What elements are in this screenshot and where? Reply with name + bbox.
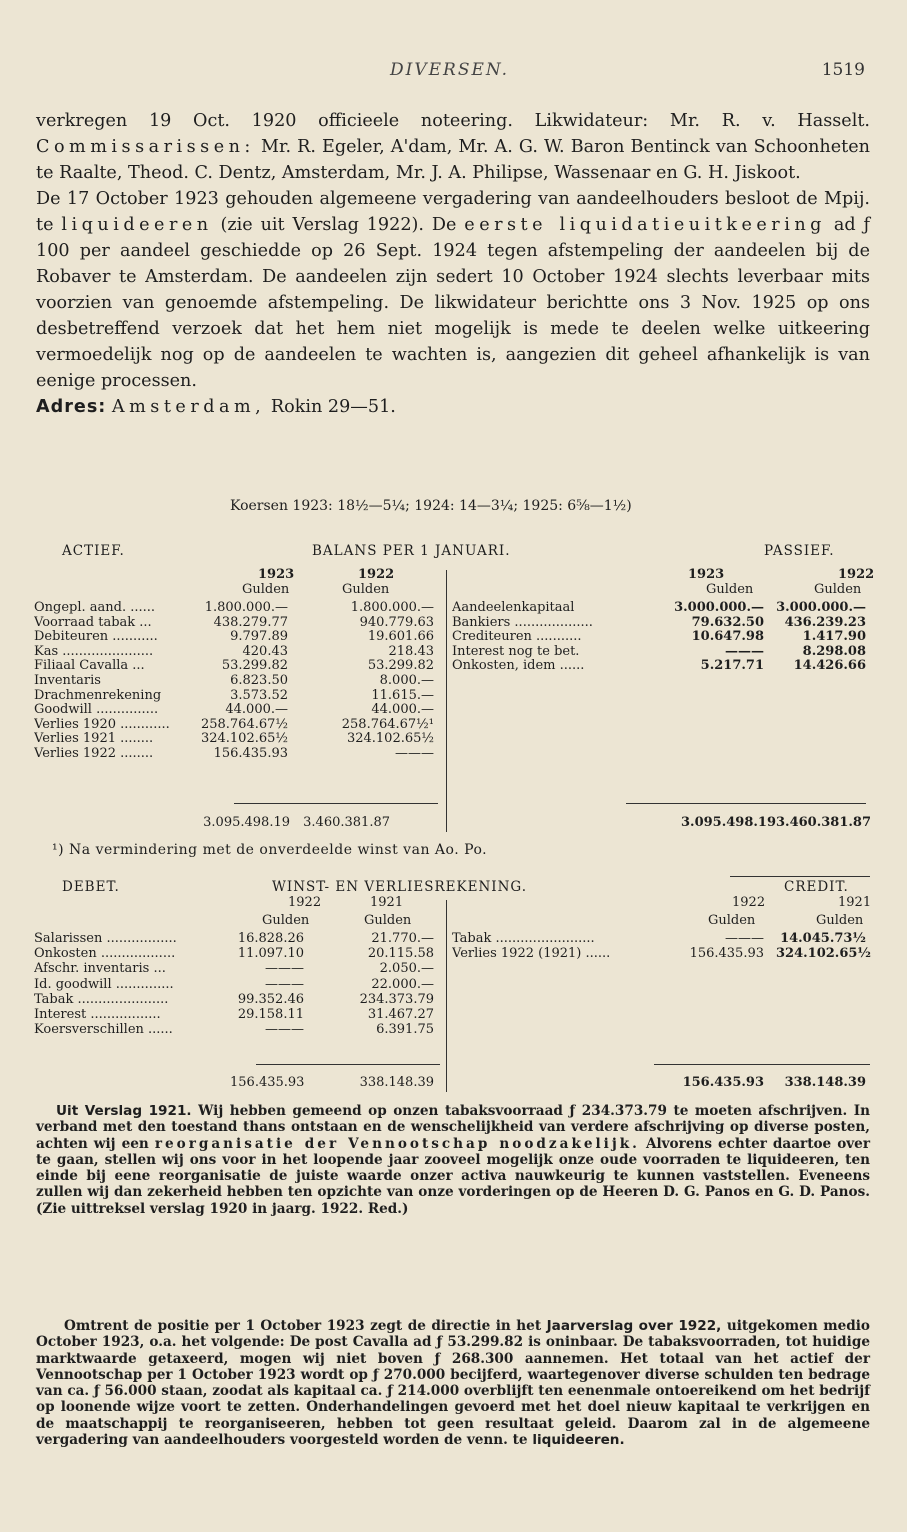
text-span: verkregen 19 Oct. 1920 officieele noteering. Likwidateur: Mr. R. v. Hasselt. [36,111,870,131]
debet-row-1922: ——— [265,961,304,977]
page-header [0,60,907,86]
debet-total-1922: 156.435.93 [230,1075,305,1090]
col-unit: Gulden [364,913,412,928]
debet-row-label: Afschr. inventaris ... [34,962,166,977]
actief-row-1922: 53.299.82 [367,658,434,674]
passief-row-1923: 3.000.000.— [674,600,764,615]
passief-row-1923: 79.632.50 [691,614,764,630]
credit-row-1921: 14.045.73½ [780,931,866,946]
col-year-1923: 1923 [258,567,295,582]
debet-row-label: Interest ................. [34,1008,161,1022]
column-divider [446,900,447,1092]
actief-row-label: Verlies 1922 ........ [34,747,154,761]
passief-row-label: Interest nog te bet. [452,644,580,659]
passief-row-label: Crediteuren ........... [452,630,582,645]
liquideeren-end: liquideeren. [532,1432,625,1449]
passief-row-1923: 5.217.71 [700,658,764,674]
column-divider [446,570,447,832]
debet-row-label: Tabak ...................... [34,992,169,1007]
actief-row-1923: 53.299.82 [221,658,288,674]
actief-row-1923: 258.764.67½ [200,716,288,732]
reorganisatie-spaced: reorganisatie der Vennootschap noodzakelijk. [154,1135,640,1152]
total-rule [626,803,866,804]
debet-row-1922: 16.828.26 [237,931,304,946]
text-span: Omtrent de positie per 1 October 1923 zegt de directie in het [64,1318,547,1334]
actief-row-1923: 6.823.50 [230,673,288,688]
debet-row-label: Onkosten .................. [34,947,176,962]
adres-label: Adres: [36,397,107,417]
total-rule [256,1064,440,1065]
col-year-1922-c: 1922 [732,895,766,910]
col-unit: Gulden [816,913,864,928]
text-span: Mr. R. Egeler, A'dam, Mr. A. G. W. Baron Bentinck van Schoonheten te Raalte, Theod. C. Dentz, Amsterdam, Mr. J. A. Philipse, Wassenaar en G. H. Jiskoot. [36,137,870,183]
debet-total-1921: 338.148.39 [359,1075,434,1090]
actief-total-1923: 3.095.498.19 [203,815,290,830]
col-unit: Gulden [706,582,754,597]
actief-row-label: Voorraad tabak ... [34,615,152,630]
passief-row-1923: 10.647.98 [691,629,764,645]
debet-row-1921: 20.115.58 [367,946,434,962]
debet-row-1922: 99.352.46 [237,991,304,1007]
text-span: De 17 October 1923 gehouden algemeene vergadering van aandeelhouders besloot de Mpij. te [36,189,870,235]
debet-row-1921: 22.000.— [371,976,434,992]
passief-row-1922: 14.426.66 [793,658,866,674]
actief-row-label: Verlies 1921 ........ [34,732,154,747]
credit-row-1922: 156.435.93 [689,946,764,962]
passief-row-1922: 8.298.08 [802,643,866,659]
col-unit: Gulden [262,913,310,928]
actief-row-1922: 258.764.67½¹ [341,716,434,732]
actief-row-1922: 1.800.000.— [350,600,434,615]
eerste-uitkeering-spaced: eerste liquidatieuitkeering [464,215,826,235]
text-span: (zie uit Verslag 1922). De [212,215,465,235]
col-year-1921: 1921 [370,895,404,910]
debet-row-label: Koersverschillen ...... [34,1023,173,1038]
col-year-1922: 1922 [288,895,322,910]
actief-row-label: Filiaal Cavalla ... [34,659,145,674]
col-year-1922-p: 1922 [838,567,875,582]
credit-total-1921: 338.148.39 [784,1075,866,1090]
text-span: Wij hebben gemeend op onzen tabaksvoorraad ƒ 234.373.79 te moeten afschrijven. In verband met den toestand thans ontstaan en de wenschelijkheid van verdere afschrijving op diverse posten, achten wij een [36,1103,870,1152]
debet-title: DEBET. [62,879,120,895]
debet-row-1921: 31.467.27 [367,1007,434,1022]
paragraph-likwidateur [36,108,870,186]
credit-row-1921: 324.102.65½ [776,946,871,962]
koersen-line: Koersen 1923: 18½—5¼; 1924: 14—3¼; 1925: 6⅝—1½) [230,498,632,514]
text-span: uitgekomen medio October 1923, o.a. het volgende: De post Cavalla ad ƒ 53.299.82 is oninbaar. De tabaksvoorraden, tot huidige marktwaarde getaxeerd, mogen wij niet boven ƒ 268.300 aannemen. Het totaal van het actief der Vennootschap per 1 October 1923 wordt op ƒ 270.000 becijferd, waartegenover diverse schulden ten bedrage van ca. ƒ 56.000 staan, zoodat als kapitaal ca. ƒ 214.000 overblijft ten eenenmale ontoereikend om het bedrijf op loonende wijze voort te zetten. Onderhandelingen gevoerd met het doel nieuw kapitaal te verkrijgen en de maatschappij te reorganiseeren, hebben tot geen resultaat geleid. Daarom zal in de algemeene vergadering van aandeelhouders voorgesteld worden de venn. te [36,1318,870,1449]
debet-row-1921: 6.391.75 [376,1022,434,1038]
total-rule [654,1064,870,1065]
actief-row-label: Inventaris [34,674,101,688]
jaarverslag-label: Jaarverslag over 1922, [546,1318,722,1334]
credit-row-label: Tabak ........................ [452,932,595,946]
actief-row-1923: 324.102.65½ [200,731,288,747]
col-unit: Gulden [708,913,756,928]
credit-row-1922: ——— [725,931,764,946]
actief-row-1922: 218.43 [388,643,434,659]
debet-row-1922: 11.097.10 [237,946,304,962]
debet-row-1922: ——— [265,976,304,992]
actief-total-1922: 3.460.381.87 [303,815,390,830]
report-1921-paragraph [36,1103,870,1217]
actief-row-1922: 940.779.63 [359,614,434,630]
text-span: ad ƒ 100 per aandeel geschiedde op 26 Sept. 1924 tegen afstempeling der aandeelen bij de Robaver te Amsterdam. De aandeelen zijn sedert 10 October 1924 slechts leverbaar mits voorzien van genoemde afstempeling. De likwidateur berichtte ons 3 Nov. 1925 op ons desbetreffend verzoek dat het hem niet mogelijk is mede te deelen welke uitkeering vermoedelijk nog op de aandeelen te wachten is, aangezien dit geheel afhankelijk is van eenige processen. [36,215,871,391]
winst-title: WINST- EN VERLIESREKENING. [272,879,528,895]
debet-row-1921: 21.770.— [371,931,434,946]
text-span: Alvorens echter daartoe over te gaan, stellen wij ons voor in het loopende jaar zooveel mogelijk onze oude voorraden te liquideeren, ten einde bij eene reorganisatie de juiste waarde onzer activa nauwkeurig te kunnen vaststellen. Eveneens zullen wij dan zekerheid hebben ten opzichte van onze vorderingen op de Heeren D. G. Panos en G. D. Panos. (Zie uittreksel verslag 1920 in jaarg. 1922. Red.) [36,1135,870,1217]
actief-row-1922: 324.102.65½ [346,731,434,747]
actief-row-label: Drachmenrekening [34,688,162,703]
body-text [36,108,870,420]
adres-city: Amsterdam, [111,397,266,417]
actief-row-1922: 8.000.— [379,673,434,688]
balans-title: BALANS PER 1 JANUARI. [312,543,511,559]
col-unit: Gulden [814,582,862,597]
debet-row-1922: 29.158.11 [237,1007,304,1022]
passief-row-label: Onkosten, idem ...... [452,659,585,674]
passief-total-1922: 3.460.381.87 [776,815,871,830]
total-rule [234,803,438,804]
actief-row-1922: 44.000.— [371,702,434,718]
actief-row-1923: 1.800.000.— [204,600,288,615]
actief-row-1923: 156.435.93 [213,746,288,761]
actief-row-1923: 9.797.89 [230,629,288,645]
debet-row-1922: ——— [265,1022,304,1038]
passief-title: PASSIEF. [764,543,835,559]
passief-row-1923: ——— [725,643,764,659]
actief-row-label: Ongepl. aand. ...... [34,601,156,615]
adres-street: Rokin 29—51. [265,397,396,417]
debet-row-1921: 2.050.— [379,961,434,977]
paragraph-adres [36,394,870,420]
credit-title: CREDIT. [784,879,849,895]
actief-row-1922: ——— [395,746,434,761]
actief-row-label: Goodwill ............... [34,703,159,718]
col-year-1921-c: 1921 [838,895,872,910]
passief-row-label: Aandeelenkapitaal [452,601,575,615]
debet-row-1921: 234.373.79 [359,991,434,1007]
col-unit: Gulden [342,582,390,597]
liquideeren-spaced: liquideeren [61,215,213,235]
actief-row-1923: 438.279.77 [213,614,288,630]
actief-row-label: Verlies 1920 ............ [34,717,170,732]
actief-row-1923: 420.43 [242,643,288,659]
report-1922-paragraph [36,1318,870,1448]
report-1921 [36,1103,870,1217]
passief-row-1922: 3.000.000.— [776,600,866,615]
actief-row-1922: 19.601.66 [367,629,434,645]
passief-row-1922: 1.417.90 [802,629,866,645]
report-1922 [36,1318,870,1448]
balans-table [0,540,907,840]
commissarissen-label: Commissarissen: [36,137,255,157]
actief-row-label: Debiteuren ........... [34,630,158,645]
actief-row-1922: 11.615.— [371,687,434,703]
debet-row-label: Id. goodwill .............. [34,977,174,992]
page-number: 1519 [821,60,865,80]
passief-row-1922: 436.239.23 [784,614,866,630]
passief-row-label: Bankiers ................... [452,615,593,630]
credit-total-1922: 156.435.93 [682,1075,764,1090]
report-1921-label: Uit Verslag 1921. [56,1103,192,1119]
actief-title: ACTIEF. [62,543,125,559]
credit-row-label: Verlies 1922 (1921) ...... [452,947,611,962]
passief-total-1923: 3.095.498.19 [681,815,776,830]
footnote: ¹) Na vermindering met de onverdeelde winst van Ao. Po. [52,842,488,858]
col-year-1923-p: 1923 [688,567,725,582]
actief-row-label: Kas ...................... [34,644,154,659]
actief-row-1923: 44.000.— [225,702,288,718]
credit-rule [730,876,870,877]
debet-row-label: Salarissen ................. [34,932,177,946]
running-title: DIVERSEN. [390,60,510,80]
actief-row-1923: 3.573.52 [230,687,288,703]
col-unit: Gulden [242,582,290,597]
paragraph-liquidatie [36,186,870,394]
winst-verlies-table [0,876,907,1096]
col-year-1922: 1922 [358,567,395,582]
